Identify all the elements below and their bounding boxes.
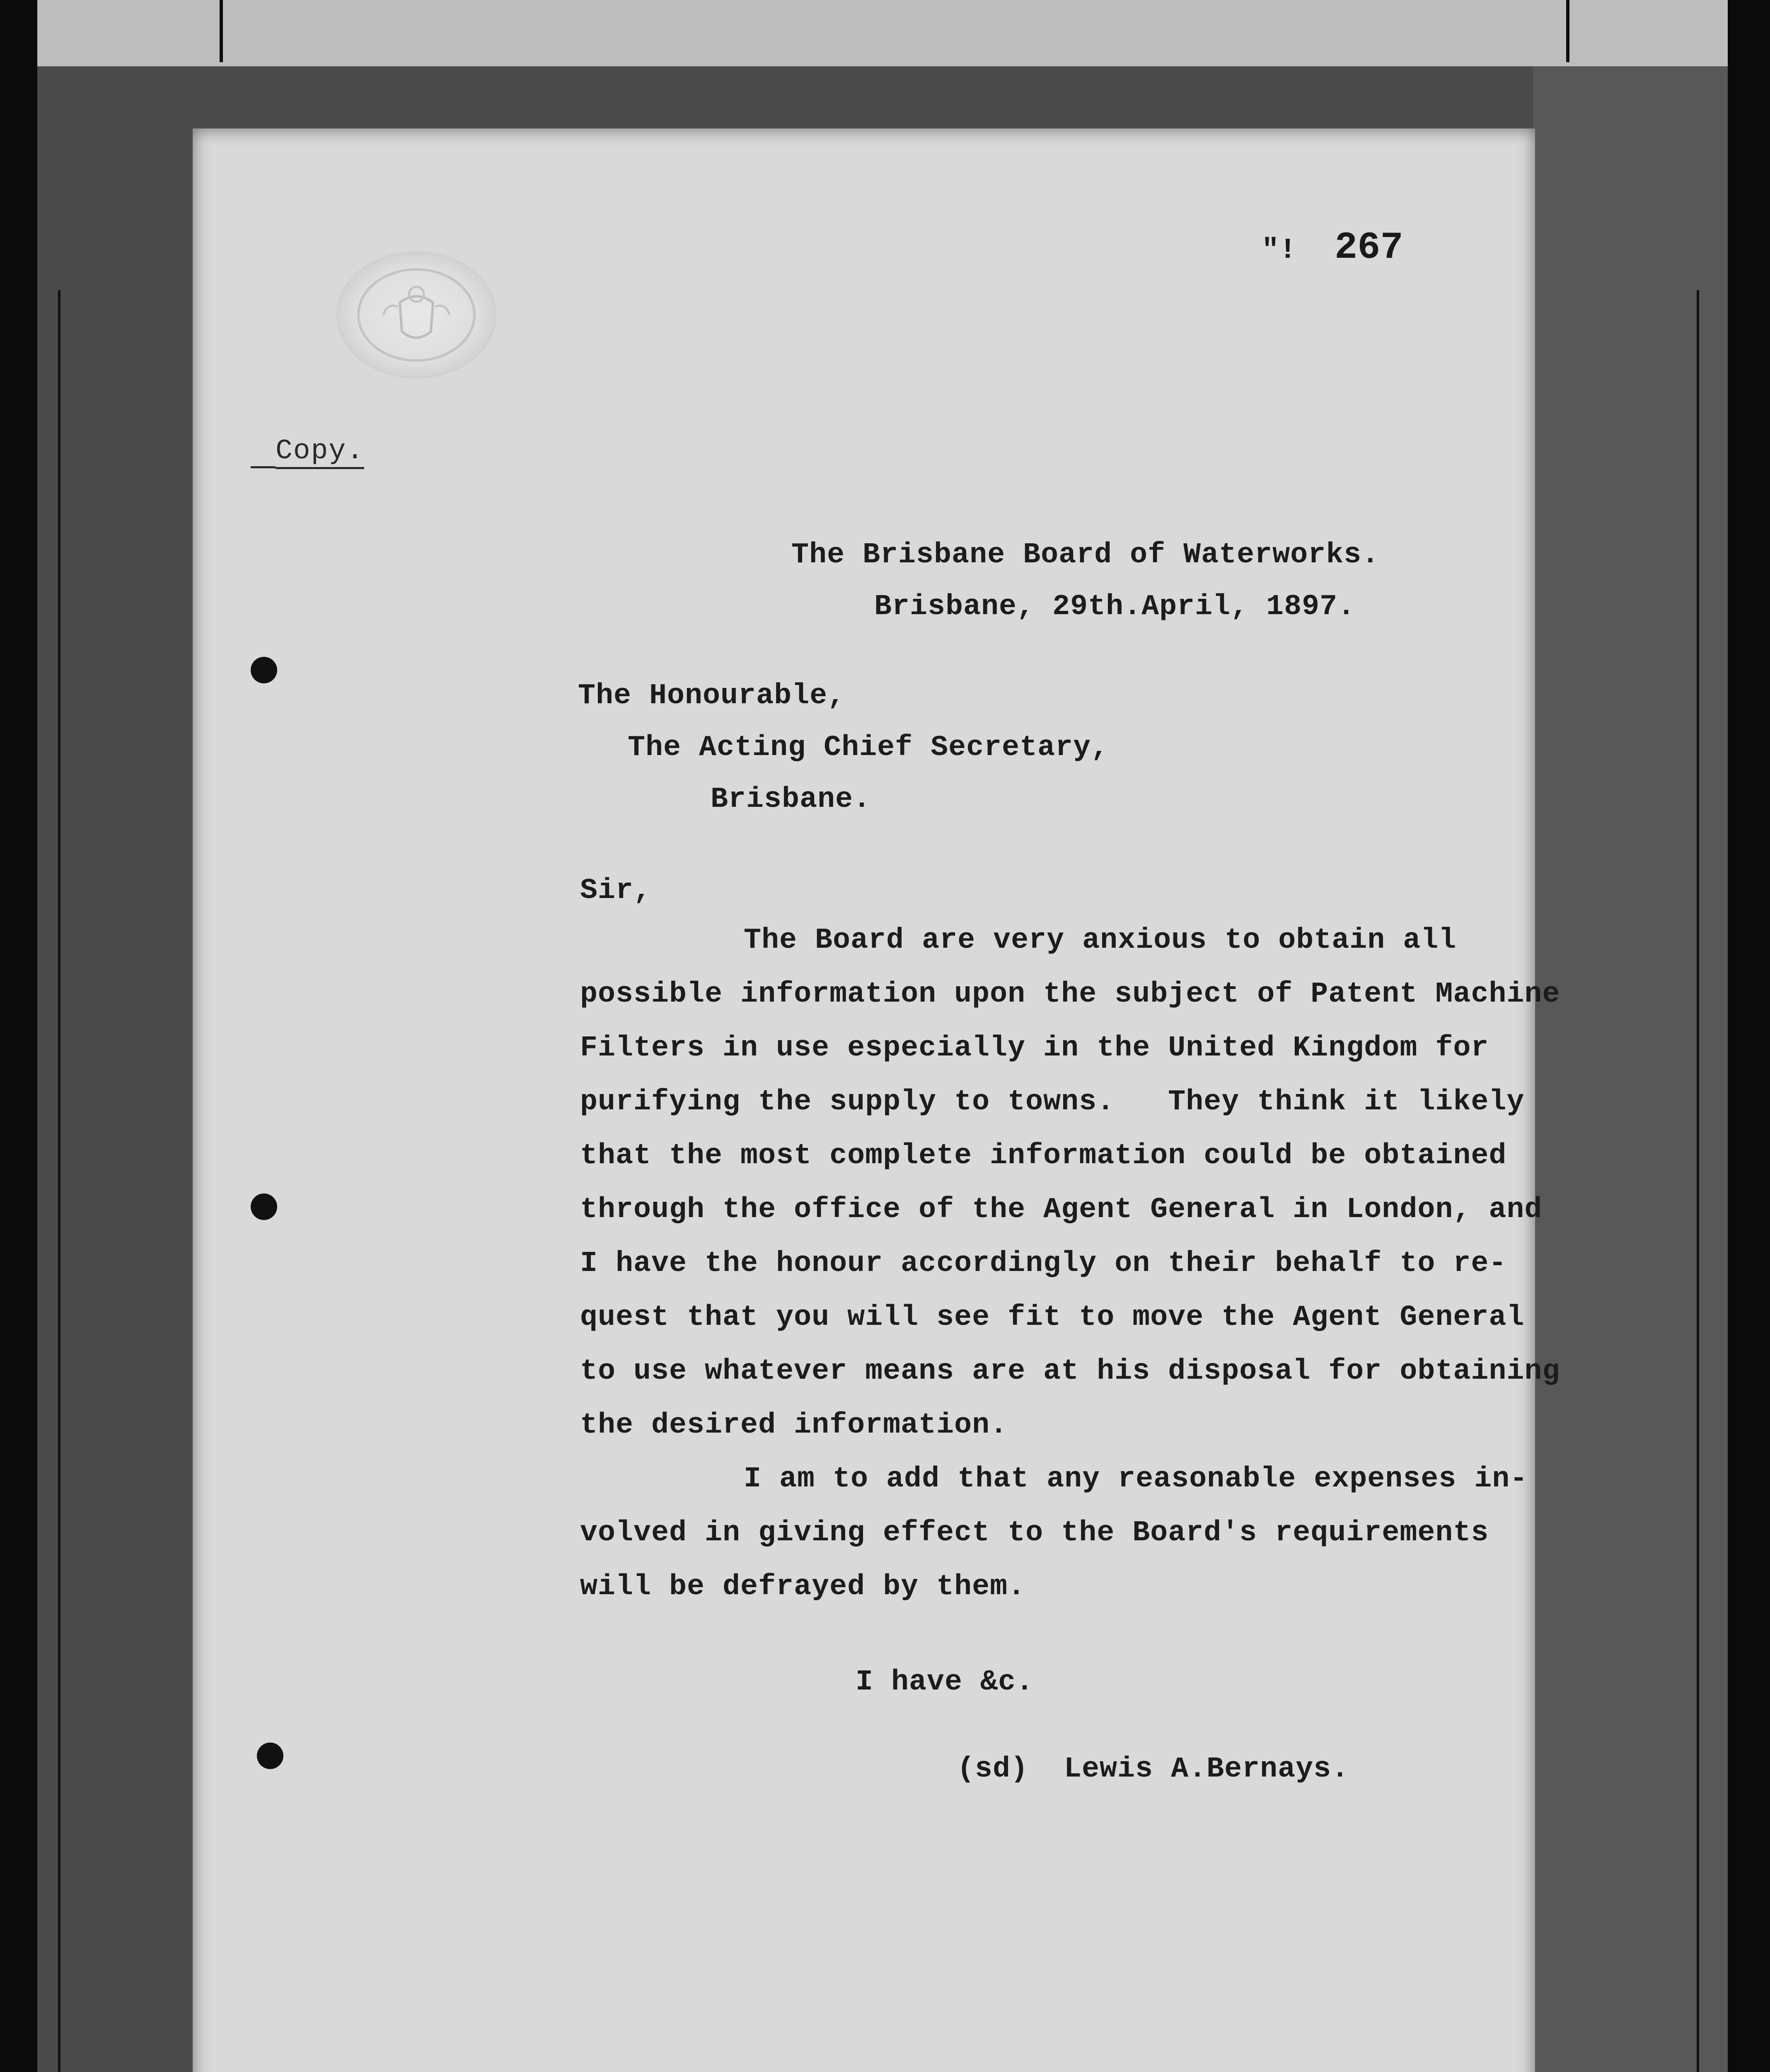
film-tick xyxy=(220,0,223,62)
body-line: volved in giving effect to the Board's requirements xyxy=(580,1517,1489,1549)
addressee-line: The Honourable, xyxy=(578,680,846,712)
film-top-strip xyxy=(37,0,1728,66)
body-line: through the office of the Agent General in London, and xyxy=(580,1193,1543,1226)
addressee-line: The Acting Chief Secretary, xyxy=(628,731,1109,764)
closing: I have &c. xyxy=(856,1666,1034,1699)
punch-hole xyxy=(251,1193,277,1220)
punch-hole xyxy=(257,1743,283,1769)
film-tick xyxy=(1566,0,1569,62)
body-line: quest that you will see fit to move the Agent General xyxy=(580,1301,1525,1334)
body-line: possible information upon the subject of Patent Machine xyxy=(580,978,1560,1011)
body-line: that the most complete information could be obtained xyxy=(580,1140,1507,1172)
body-line: I am to add that any reasonable expenses in- xyxy=(744,1463,1528,1496)
folio-number: "! 267 xyxy=(1262,226,1403,269)
salutation: Sir, xyxy=(580,874,652,907)
signature: (sd) Lewis A.Bernays. xyxy=(957,1753,1349,1786)
embossed-seal-icon xyxy=(338,253,495,377)
body-line: will be defrayed by them. xyxy=(580,1571,1026,1603)
letterhead-organization: The Brisbane Board of Waterworks. xyxy=(791,539,1380,571)
body-line: purifying the supply to towns. They think it likely xyxy=(580,1086,1525,1118)
film-edge-line xyxy=(58,290,60,2072)
body-line: I have the honour accordingly on their behalf to re- xyxy=(580,1247,1507,1280)
punch-hole xyxy=(251,657,277,683)
film-edge-line xyxy=(1697,290,1699,2072)
letter-page xyxy=(193,128,1560,2072)
body-line: Filters in use especially in the United Kingdom for xyxy=(580,1032,1489,1065)
letter-date: Brisbane, 29th.April, 1897. xyxy=(874,591,1356,623)
body-line: the desired information. xyxy=(580,1409,1008,1442)
copy-label: Copy. xyxy=(251,435,364,468)
addressee-line: Brisbane. xyxy=(711,783,871,816)
body-line: The Board are very anxious to obtain all xyxy=(744,924,1457,957)
body-line: to use whatever means are at his disposal for obtaining xyxy=(580,1355,1560,1388)
